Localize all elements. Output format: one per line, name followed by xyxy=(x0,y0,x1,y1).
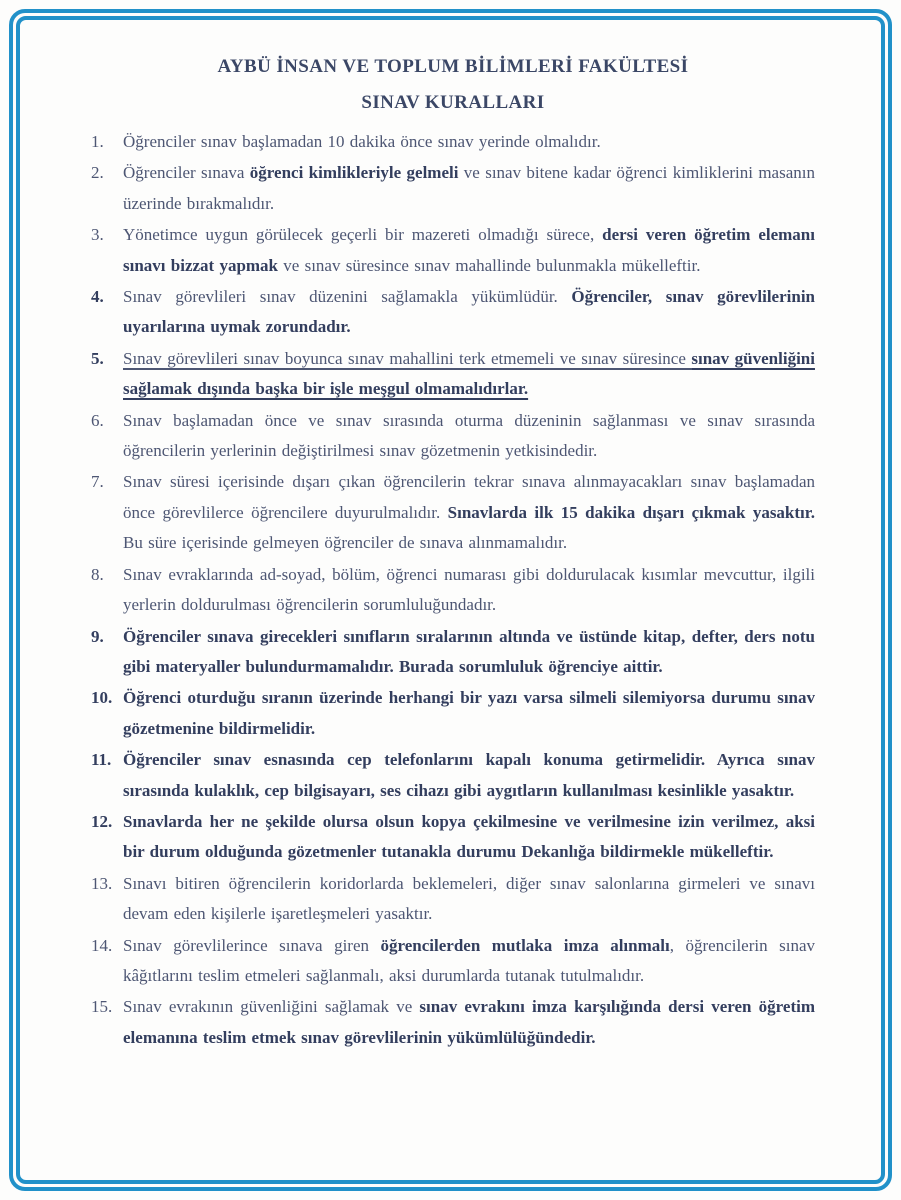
rule-item xyxy=(91,869,815,930)
rule-number: 7. xyxy=(91,472,104,492)
rule-text-segment: Sınavlarda her ne şekilde olursa olsun kopya çekilmesine ve verilmesine izin verilmez, aksi bir durum olduğunda gözetmenler tutanakla durumu Dekanlığa bildirmekle mükelleftir. xyxy=(123,811,815,862)
rule-number: 15. xyxy=(91,997,113,1017)
rule-text-segment: Öğrenciler sınav esnasında cep telefonlarını kapalı konuma getirmelidir. Ayrıca sınav sırasında kulaklık, cep bilgisayarı, ses cihazı gibi aygıtların kullanılması kesinlikle yasaktır. xyxy=(123,750,815,800)
rule-number: 3. xyxy=(91,225,104,245)
rule-text-segment: Sınavlarda ilk 15 dakika dışarı çıkmak yasaktır. xyxy=(447,502,816,522)
rule-number: 8. xyxy=(91,564,104,584)
rule-text-segment: Öğrenciler, sınav görevlilerinin uyarılarına uymak zorundadır. xyxy=(123,287,815,337)
rule-text-segment: Öğrenciler sınava xyxy=(123,163,250,183)
rule-number: 14. xyxy=(91,935,113,955)
rule-text-segment: sınav evrakını imza karşılığında dersi veren öğretim elemanına teslim etmek sınav görevlilerinin yükümlülüğündedir. xyxy=(123,997,815,1047)
rule-item xyxy=(91,406,815,467)
rule-text-segment: Öğrenci oturduğu sıranın üzerinde herhangi bir yazı varsa silmeli silemiyorsa durumu sınav gözetmenine bildirmelidir. xyxy=(123,688,815,738)
rule-text-segment: dersi veren öğretim elemanı sınavı bizzat yapmak xyxy=(123,225,815,275)
rule-text-segment: ve sınav bitene kadar öğrenci kimliklerini masanın üzerinde bırakmalıdır. xyxy=(123,163,815,213)
rule-text-segment: Sınav süresi içerisinde dışarı çıkan öğrencilerin tekrar sınava alınmayacakları sınav başlamadan önce görevlilerce öğrencilere duyurulmalıdır. xyxy=(123,472,815,522)
rule-item xyxy=(91,807,815,868)
document-title: AYBÜ İNSAN VE TOPLUM BİLİMLERİ FAKÜLTESİ xyxy=(217,56,689,77)
rule-text-segment: öğrencilerden mutlaka imza alınmalı xyxy=(380,935,670,955)
document-content xyxy=(20,20,881,1180)
rule-item xyxy=(91,127,815,157)
rule-text-segment: , öğrencilerin sınav kâğıtlarını teslim etmeleri sağlanmalı, aksi durumlarda tutanak tutulmalıdır. xyxy=(123,935,815,985)
rule-item xyxy=(91,992,815,1053)
rule-number: 4. xyxy=(91,287,104,307)
rule-text-segment: sınav güvenliğini sağlamak dışında başka bir işle meşgul olmamalıdırlar. xyxy=(123,348,815,399)
rule-text-segment: Sınav görevlilerince sınava giren xyxy=(123,935,381,955)
rule-item xyxy=(91,745,815,806)
rule-item xyxy=(91,560,815,621)
rule-number: 2. xyxy=(91,163,104,183)
rule-text-segment: Sınavı bitiren öğrencilerin koridorlarda beklemeleri, diğer sınav salonlarına girmeleri ve sınavı devam eden kişilerle işaretleşmeleri yasaktır. xyxy=(123,873,815,924)
document-subtitle: SINAV KURALLARI xyxy=(361,92,545,113)
rule-item xyxy=(91,220,815,281)
rule-text-segment: Yönetimce uygun görülecek geçerli bir mazereti olmadığı sürece, xyxy=(123,225,603,245)
outer-border-frame xyxy=(9,9,892,1191)
rule-text-segment: Sınav evraklarında ad-soyad, bölüm, öğrenci numarası gibi doldurulacak kısımlar mevcuttur, ilgili yerlerin doldurulması öğrencilerin sorumluluğundadır. xyxy=(123,564,815,615)
rule-text-segment: Öğrenciler sınav başlamadan 10 dakika önce sınav yerinde olmalıdır. xyxy=(123,132,601,151)
rule-item xyxy=(91,282,815,343)
rule-number: 1. xyxy=(91,132,104,151)
rule-item xyxy=(91,931,815,992)
inner-border-frame xyxy=(16,16,885,1184)
rule-text-segment: Sınav başlamadan önce ve sınav sırasında oturma düzeninin sağlanması ve sınav sırasında öğrencilerin yerlerinin değiştirilmesi sınav gözetmenin yetkisindedir. xyxy=(123,410,815,461)
rule-number: 12. xyxy=(91,811,113,831)
rule-number: 6. xyxy=(91,410,104,430)
rule-item xyxy=(91,683,815,744)
rule-item xyxy=(91,344,815,405)
rule-number: 11. xyxy=(91,750,112,770)
rule-text-segment: Öğrenciler sınava girecekleri sınıfların sıralarının altında ve üstünde kitap, defter, ders notu gibi materyaller bulundurmamalıdır. Burada sorumluluk öğrenciye aittir. xyxy=(123,626,815,676)
rule-text-segment: Bu süre içerisinde gelmeyen öğrenciler de sınava alınmamalıdır. xyxy=(123,533,568,553)
rule-item xyxy=(91,467,815,558)
rule-text-segment: Sınav görevlileri sınav düzenini sağlamakla yükümlüdür. xyxy=(123,287,572,307)
rule-item xyxy=(91,158,815,219)
rule-number: 5. xyxy=(91,348,104,368)
rule-item xyxy=(91,622,815,683)
rule-text-segment: Sınav görevlileri sınav boyunca sınav mahallini terk etmemeli ve sınav süresince xyxy=(123,348,692,368)
rule-text-segment: öğrenci kimlikleriyle gelmeli xyxy=(249,163,459,183)
rules-list xyxy=(91,127,815,1053)
rule-number: 10. xyxy=(91,688,113,708)
rule-number: 13. xyxy=(91,873,113,893)
rule-text-segment: ve sınav süresince sınav mahallinde bulunmakla mükelleftir. xyxy=(278,255,701,275)
rule-text-segment: Sınav evrakının güvenliğini sağlamak ve xyxy=(123,997,420,1017)
rule-number: 9. xyxy=(91,626,104,646)
